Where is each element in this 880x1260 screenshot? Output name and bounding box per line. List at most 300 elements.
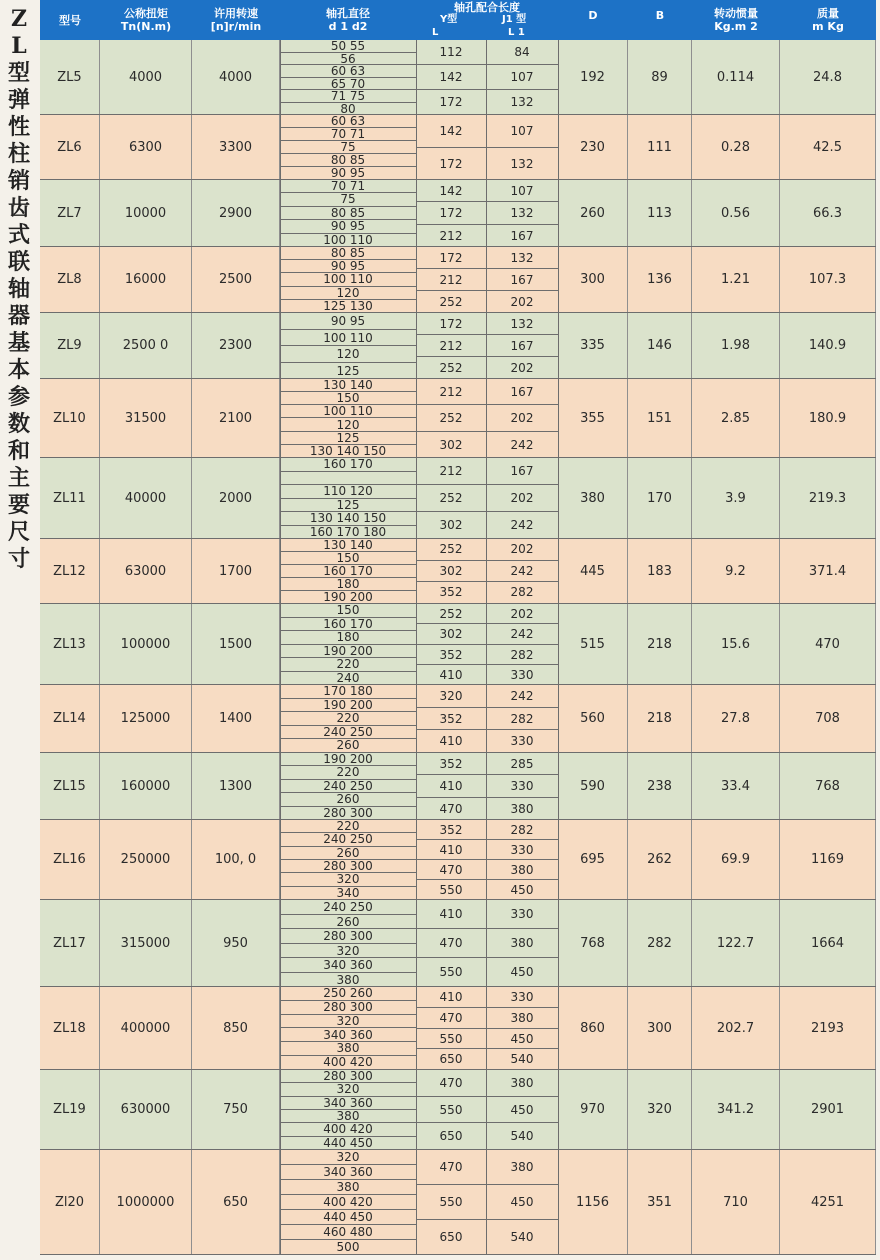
bore-diameter: 340 360 xyxy=(323,1027,373,1042)
table-row xyxy=(40,379,876,458)
bore-subrow xyxy=(280,712,416,726)
bore-diameter: 380 xyxy=(336,1109,360,1123)
side-title: ZL型弹性柱销齿式联轴器基本参数和主要尺寸 xyxy=(7,6,30,572)
column-divider xyxy=(486,115,487,179)
length-l1-value: 380 xyxy=(510,801,534,816)
bore-diameter: 75 xyxy=(340,140,356,154)
d-cell: 355 xyxy=(558,379,628,457)
bore-diameter: 80 85 xyxy=(330,205,366,220)
torque-cell: 160000 xyxy=(100,753,192,819)
bore-subrow xyxy=(280,685,416,699)
length-y-subrow xyxy=(416,269,486,291)
length-l1-value: 450 xyxy=(510,883,534,897)
column-divider xyxy=(416,180,417,246)
speed-cell: 2900 xyxy=(192,180,280,246)
bore-subrow xyxy=(280,753,416,766)
length-y-subrow xyxy=(416,539,486,561)
length-y-subrow xyxy=(416,880,486,900)
column-divider xyxy=(280,247,281,312)
length-j1-subrow xyxy=(486,708,558,731)
header-mass: 质量 m Kg xyxy=(812,7,844,33)
length-l-value: 470 xyxy=(439,1160,463,1174)
column-divider xyxy=(280,115,281,179)
length-l1-value: 202 xyxy=(510,361,534,375)
length-j1-subrow xyxy=(486,379,558,405)
column-divider xyxy=(486,247,487,312)
column-divider xyxy=(416,1070,417,1149)
b-cell: 218 xyxy=(628,604,692,684)
column-divider xyxy=(416,604,417,684)
length-y-subrow xyxy=(416,65,486,90)
length-l1-value: 285 xyxy=(510,757,534,771)
torque-cell: 63000 xyxy=(100,539,192,603)
speed-cell: 650 xyxy=(192,1150,280,1254)
header-length: 轴孔配合长度 xyxy=(454,0,520,14)
header-y-type: Y型 xyxy=(440,14,458,25)
length-l-value: 212 xyxy=(439,339,463,353)
inertia-cell: 341.2 xyxy=(692,1070,780,1149)
header-l: L xyxy=(432,27,439,38)
speed-cell: 1700 xyxy=(192,539,280,603)
length-y-subrow xyxy=(416,202,486,224)
length-y-subrow xyxy=(416,753,486,775)
bore-diameter: 170 180 xyxy=(323,684,373,698)
length-l1-value: 84 xyxy=(514,45,530,59)
bore-subrow xyxy=(280,1137,416,1150)
header-torque: 公称扭矩 Tn(N.m) xyxy=(120,7,172,33)
table-row xyxy=(40,1070,876,1150)
d-cell: 1156 xyxy=(558,1150,628,1254)
header-model: 型号 xyxy=(59,13,81,27)
length-l-value: 252 xyxy=(439,361,463,375)
length-y-subrow xyxy=(416,987,486,1008)
bore-diameter: 400 420 xyxy=(323,1122,373,1137)
bore-subrow xyxy=(280,739,416,753)
length-y-subrow xyxy=(416,708,486,731)
length-l1-value: 282 xyxy=(510,585,534,600)
inertia-cell: 27.8 xyxy=(692,685,780,752)
column-divider xyxy=(558,820,559,899)
length-y-subrow xyxy=(416,582,486,604)
bore-subrow xyxy=(280,346,416,363)
b-cell: 151 xyxy=(628,379,692,457)
length-l1-value: 330 xyxy=(510,667,534,682)
length-j1-subrow xyxy=(486,1185,558,1220)
column-divider xyxy=(486,379,487,457)
length-l-value: 212 xyxy=(439,385,463,399)
model-cell: ZL14 xyxy=(40,685,100,752)
length-l-value: 470 xyxy=(439,936,463,950)
bore-diameter: 125 130 xyxy=(323,298,373,313)
length-l1-value: 132 xyxy=(510,206,534,221)
length-y-subrow xyxy=(416,432,486,458)
bore-diameter: 440 450 xyxy=(323,1135,373,1150)
d-cell: 590 xyxy=(558,753,628,819)
length-l1-value: 540 xyxy=(510,1230,534,1244)
d-cell: 860 xyxy=(558,987,628,1069)
column-divider xyxy=(280,1070,281,1149)
length-l1-value: 202 xyxy=(510,411,534,426)
bore-diameter: 380 xyxy=(336,972,360,987)
length-l1-value: 330 xyxy=(510,843,534,857)
bore-subrow xyxy=(280,944,416,959)
bore-diameter: 150 xyxy=(336,551,360,565)
length-y-subrow xyxy=(416,115,486,148)
torque-cell: 100000 xyxy=(100,604,192,684)
column-divider xyxy=(558,247,559,312)
bore-diameter: 190 200 xyxy=(323,643,373,658)
inertia-cell: 0.56 xyxy=(692,180,780,246)
length-j1-subrow xyxy=(486,665,558,685)
length-j1-subrow xyxy=(486,900,558,929)
d-cell: 515 xyxy=(558,604,628,684)
length-y-subrow xyxy=(416,685,486,708)
bore-subrow xyxy=(280,987,416,1001)
mass-cell: 371.4 xyxy=(780,539,876,603)
b-cell: 218 xyxy=(628,685,692,752)
header-speed: 许用转速 [n]r/min xyxy=(210,7,262,33)
bore-diameter: 460 480 xyxy=(323,1225,373,1239)
length-j1-subrow xyxy=(486,40,558,65)
speed-cell: 1500 xyxy=(192,604,280,684)
bore-diameter: 130 140 150 xyxy=(309,511,387,525)
length-j1-subrow xyxy=(486,65,558,90)
length-j1-subrow xyxy=(486,539,558,561)
length-j1-subrow xyxy=(486,753,558,775)
length-y-subrow xyxy=(416,379,486,405)
length-j1-subrow xyxy=(486,225,558,247)
column-divider xyxy=(486,685,487,752)
length-l1-value: 330 xyxy=(510,990,534,1004)
torque-cell: 400000 xyxy=(100,987,192,1069)
bore-subrow xyxy=(280,313,416,330)
bore-diameter: 130 140 xyxy=(323,538,373,552)
length-y-subrow xyxy=(416,485,486,512)
length-j1-subrow xyxy=(486,958,558,987)
bore-subrow xyxy=(280,207,416,220)
length-y-subrow xyxy=(416,40,486,65)
b-cell: 300 xyxy=(628,987,692,1069)
length-y-subrow xyxy=(416,860,486,880)
inertia-cell: 0.28 xyxy=(692,115,780,179)
model-cell: ZL18 xyxy=(40,987,100,1069)
bore-subrow xyxy=(280,1097,416,1110)
header-inertia: 转动惯量 Kg.m 2 xyxy=(714,7,758,33)
d-cell: 192 xyxy=(558,40,628,114)
column-divider xyxy=(558,40,559,114)
bore-diameter: 70 71 xyxy=(330,127,366,141)
length-l-value: 470 xyxy=(439,801,463,816)
bore-subrow xyxy=(280,419,416,432)
bore-subrow xyxy=(280,618,416,632)
d-cell: 300 xyxy=(558,247,628,312)
bore-diameter: 320 xyxy=(336,872,360,887)
bore-diameter: 65 70 xyxy=(330,76,366,91)
bore-subrow xyxy=(280,260,416,273)
d-cell: 335 xyxy=(558,313,628,378)
length-l-value: 172 xyxy=(439,156,463,171)
bore-subrow xyxy=(280,472,416,486)
model-cell: ZL8 xyxy=(40,247,100,312)
inertia-cell: 15.6 xyxy=(692,604,780,684)
mass-cell: 66.3 xyxy=(780,180,876,246)
column-divider xyxy=(558,180,559,246)
bore-subrow xyxy=(280,766,416,779)
bore-diameter: 340 360 xyxy=(323,1095,373,1110)
length-y-subrow xyxy=(416,958,486,987)
mass-cell: 470 xyxy=(780,604,876,684)
mass-cell: 708 xyxy=(780,685,876,752)
bore-diameter: 130 140 xyxy=(323,378,373,392)
header-j1-type: J1 型 xyxy=(502,14,527,25)
speed-cell: 3300 xyxy=(192,115,280,179)
column-divider xyxy=(280,685,281,752)
length-j1-subrow xyxy=(486,90,558,115)
bore-diameter: 71 75 xyxy=(330,89,366,103)
bore-subrow xyxy=(280,860,416,873)
length-j1-subrow xyxy=(486,335,558,357)
speed-cell: 2100 xyxy=(192,379,280,457)
column-divider xyxy=(416,753,417,819)
length-y-subrow xyxy=(416,730,486,753)
length-l-value: 302 xyxy=(439,563,463,578)
model-cell: ZL16 xyxy=(40,820,100,899)
length-l-value: 650 xyxy=(439,1129,463,1144)
speed-cell: 950 xyxy=(192,900,280,986)
bore-diameter: 56 xyxy=(340,51,356,66)
column-divider xyxy=(416,820,417,899)
length-l1-value: 380 xyxy=(510,936,534,950)
table-row xyxy=(40,115,876,180)
length-l-value: 302 xyxy=(439,437,463,452)
header-bore: 轴孔直径 d 1 d2 xyxy=(326,7,370,33)
length-j1-subrow xyxy=(486,685,558,708)
bore-subrow xyxy=(280,1123,416,1136)
bore-diameter: 400 420 xyxy=(323,1055,373,1070)
length-y-subrow xyxy=(416,512,486,539)
length-y-subrow xyxy=(416,148,486,181)
length-l1-value: 282 xyxy=(510,711,534,726)
bore-subrow xyxy=(280,1165,416,1180)
bore-subrow xyxy=(280,458,416,472)
length-l-value: 172 xyxy=(439,206,463,221)
bore-diameter: 260 xyxy=(336,914,360,929)
column-divider xyxy=(416,379,417,457)
bore-diameter: 500 xyxy=(336,1240,360,1254)
table-row xyxy=(40,180,876,247)
bore-diameter: 280 300 xyxy=(323,999,373,1014)
mass-cell: 219.3 xyxy=(780,458,876,538)
length-y-subrow xyxy=(416,1220,486,1255)
table-row xyxy=(40,539,876,604)
bore-diameter: 120 xyxy=(336,417,360,432)
length-y-subrow xyxy=(416,820,486,840)
length-j1-subrow xyxy=(486,582,558,604)
mass-cell: 2193 xyxy=(780,987,876,1069)
mass-cell: 140.9 xyxy=(780,313,876,378)
column-divider xyxy=(486,1070,487,1149)
bore-subrow xyxy=(280,363,416,380)
bore-diameter: 440 450 xyxy=(323,1210,373,1224)
model-cell: ZL7 xyxy=(40,180,100,246)
bore-subrow xyxy=(280,330,416,347)
length-l-value: 550 xyxy=(439,965,463,979)
speed-cell: 1300 xyxy=(192,753,280,819)
length-j1-subrow xyxy=(486,269,558,291)
length-j1-subrow xyxy=(486,1097,558,1124)
column-divider xyxy=(558,458,559,538)
bore-subrow xyxy=(280,900,416,915)
length-l-value: 212 xyxy=(439,464,463,478)
torque-cell: 250000 xyxy=(100,820,192,899)
bore-subrow xyxy=(280,287,416,300)
column-divider xyxy=(558,604,559,684)
column-divider xyxy=(280,987,281,1069)
length-l-value: 142 xyxy=(439,184,463,198)
inertia-cell: 122.7 xyxy=(692,900,780,986)
length-j1-subrow xyxy=(486,1150,558,1185)
bore-subrow xyxy=(280,1056,416,1070)
column-divider xyxy=(486,820,487,899)
bore-subrow xyxy=(280,499,416,513)
torque-cell: 2500 0 xyxy=(100,313,192,378)
inertia-cell: 9.2 xyxy=(692,539,780,603)
length-j1-subrow xyxy=(486,432,558,458)
column-divider xyxy=(558,115,559,179)
bore-diameter: 340 360 xyxy=(323,958,373,972)
length-j1-subrow xyxy=(486,624,558,644)
torque-cell: 10000 xyxy=(100,180,192,246)
column-divider xyxy=(416,900,417,986)
length-l-value: 410 xyxy=(439,779,463,794)
bore-subrow xyxy=(280,1225,416,1240)
length-j1-subrow xyxy=(486,645,558,665)
length-l-value: 172 xyxy=(439,95,463,109)
length-l-value: 252 xyxy=(439,607,463,621)
b-cell: 238 xyxy=(628,753,692,819)
length-j1-subrow xyxy=(486,512,558,539)
length-l1-value: 450 xyxy=(510,1031,534,1046)
length-y-subrow xyxy=(416,458,486,485)
bore-subrow xyxy=(280,526,416,540)
length-y-subrow xyxy=(416,225,486,247)
bore-diameter: 110 120 xyxy=(323,484,373,498)
mass-cell: 2901 xyxy=(780,1070,876,1149)
d-cell: 230 xyxy=(558,115,628,179)
length-l-value: 470 xyxy=(439,1076,463,1090)
bore-diameter: 340 xyxy=(336,885,360,900)
model-cell: ZL6 xyxy=(40,115,100,179)
length-y-subrow xyxy=(416,1123,486,1150)
length-y-subrow xyxy=(416,645,486,665)
length-j1-subrow xyxy=(486,929,558,958)
inertia-cell: 710 xyxy=(692,1150,780,1254)
length-l1-value: 282 xyxy=(510,647,534,662)
inertia-cell: 69.9 xyxy=(692,820,780,899)
model-cell: ZL13 xyxy=(40,604,100,684)
column-divider xyxy=(280,313,281,378)
bore-diameter: 320 xyxy=(336,1013,360,1028)
length-l1-value: 107 xyxy=(510,184,534,198)
column-divider xyxy=(280,458,281,538)
torque-cell: 31500 xyxy=(100,379,192,457)
bore-diameter: 280 300 xyxy=(323,859,373,873)
d-cell: 380 xyxy=(558,458,628,538)
bore-subrow xyxy=(280,300,416,313)
length-l1-value: 132 xyxy=(510,95,534,109)
mass-cell: 42.5 xyxy=(780,115,876,179)
length-l-value: 352 xyxy=(439,647,463,662)
b-cell: 89 xyxy=(628,40,692,114)
table-row xyxy=(40,820,876,900)
bore-subrow xyxy=(280,780,416,793)
b-cell: 351 xyxy=(628,1150,692,1254)
column-divider xyxy=(280,539,281,603)
b-cell: 136 xyxy=(628,247,692,312)
speed-cell: 2500 xyxy=(192,247,280,312)
length-l1-value: 167 xyxy=(510,273,534,287)
column-divider xyxy=(558,379,559,457)
bore-subrow xyxy=(280,958,416,973)
length-l1-value: 107 xyxy=(510,70,534,84)
length-y-subrow xyxy=(416,1185,486,1220)
mass-cell: 768 xyxy=(780,753,876,819)
length-l-value: 212 xyxy=(439,228,463,243)
length-y-subrow xyxy=(416,1070,486,1097)
bore-diameter: 340 360 xyxy=(323,1165,373,1179)
length-l1-value: 132 xyxy=(510,251,534,265)
bore-diameter: 400 420 xyxy=(323,1195,373,1209)
bore-subrow xyxy=(280,1083,416,1096)
d-cell: 260 xyxy=(558,180,628,246)
bore-subrow xyxy=(280,887,416,900)
length-l1-value: 167 xyxy=(510,228,534,243)
mass-cell: 107.3 xyxy=(780,247,876,312)
bore-diameter: 100 110 xyxy=(323,232,373,247)
b-cell: 111 xyxy=(628,115,692,179)
speed-cell: 850 xyxy=(192,987,280,1069)
column-divider xyxy=(558,313,559,378)
length-l1-value: 380 xyxy=(510,1076,534,1090)
length-y-subrow xyxy=(416,624,486,644)
parameter-table xyxy=(40,0,876,1255)
length-l1-value: 242 xyxy=(510,689,534,703)
column-divider xyxy=(558,753,559,819)
length-j1-subrow xyxy=(486,1049,558,1070)
d-cell: 695 xyxy=(558,820,628,899)
b-cell: 113 xyxy=(628,180,692,246)
table-row xyxy=(40,685,876,753)
column-divider xyxy=(416,247,417,312)
bore-subrow xyxy=(280,432,416,445)
bore-diameter: 60 63 xyxy=(330,64,366,78)
length-l-value: 410 xyxy=(439,990,463,1004)
length-l-value: 252 xyxy=(439,411,463,426)
bore-diameter: 130 140 150 xyxy=(309,443,387,458)
bore-diameter: 260 xyxy=(336,792,360,807)
length-l-value: 550 xyxy=(439,1102,463,1117)
d-cell: 970 xyxy=(558,1070,628,1149)
column-divider xyxy=(416,313,417,378)
bore-diameter: 100 110 xyxy=(323,404,373,419)
speed-cell: 2000 xyxy=(192,458,280,538)
length-l-value: 650 xyxy=(439,1230,463,1244)
table-row xyxy=(40,604,876,685)
bore-diameter: 80 85 xyxy=(330,246,366,260)
length-l-value: 410 xyxy=(439,843,463,857)
length-l1-value: 167 xyxy=(510,339,534,353)
length-l-value: 172 xyxy=(439,317,463,331)
